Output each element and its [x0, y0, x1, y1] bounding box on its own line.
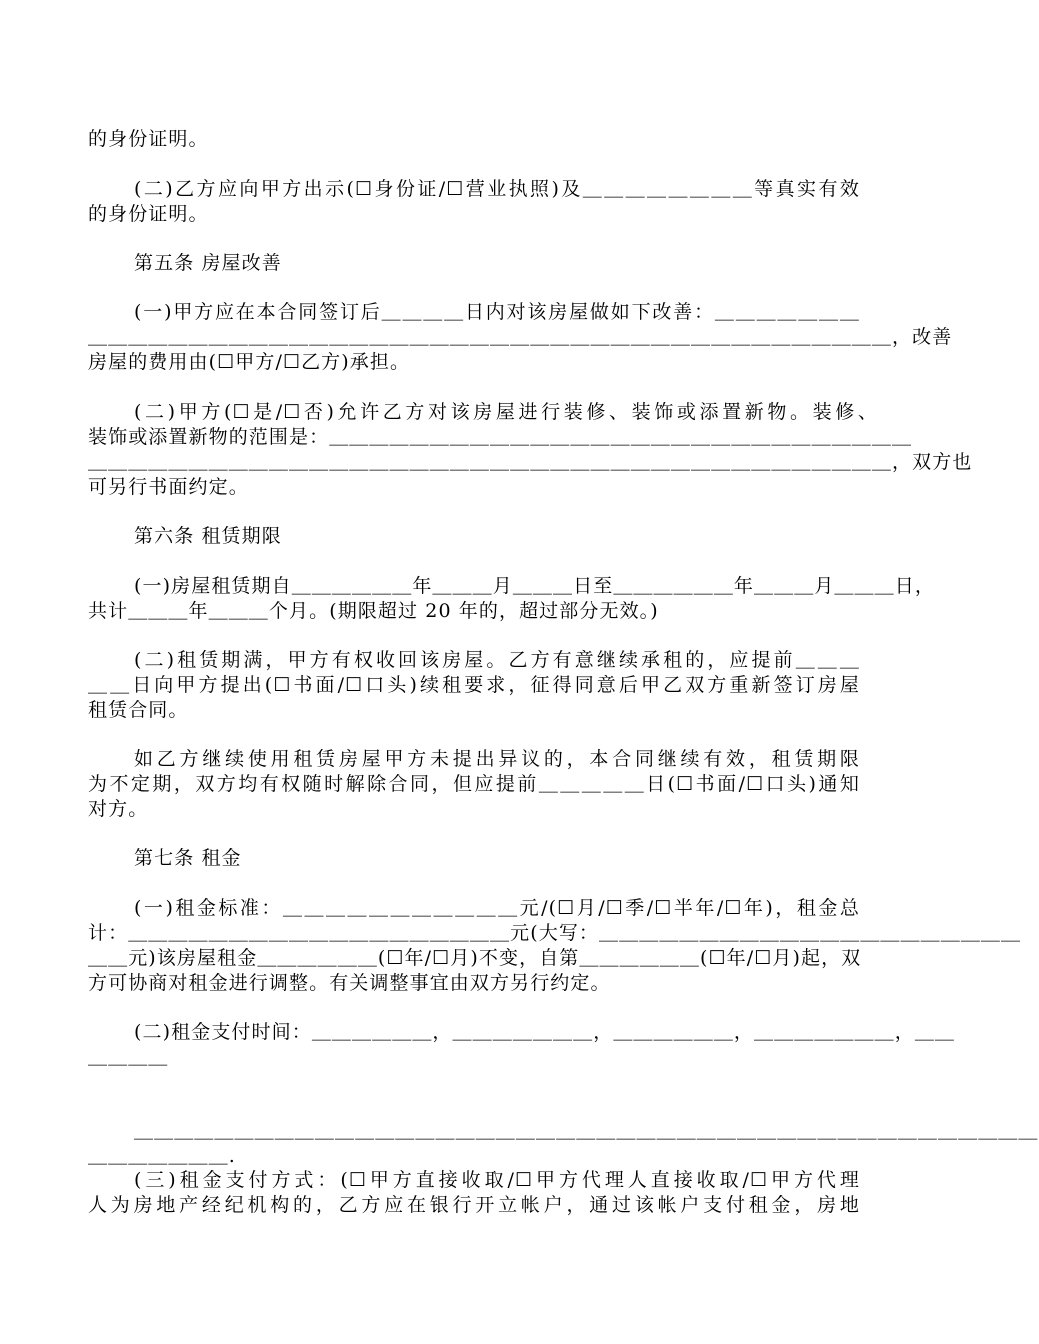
- text-line: 装饰或添置新物的范围是：＿＿＿＿＿＿＿＿＿＿＿＿＿＿＿＿＿＿＿＿＿＿＿＿＿＿＿＿＿: [88, 426, 913, 448]
- section-heading: 第六条 租赁期限: [134, 525, 282, 547]
- text-line: (一)租金标准：＿＿＿＿＿＿＿＿＿＿＿元/(☐月/☐季/☐半年/☐年)，租金总: [134, 897, 860, 919]
- text-line: ＿＿日向甲方提出(☐书面/☐口头)续租要求，征得同意后甲乙双方重新签订房屋: [88, 674, 860, 696]
- text-line: 计：＿＿＿＿＿＿＿＿＿＿＿＿＿＿＿＿＿＿＿元(大写：＿＿＿＿＿＿＿＿＿＿＿＿＿＿＿＿＿＿＿＿＿: [88, 922, 1022, 944]
- text-line: 租赁合同。: [88, 699, 189, 721]
- text-line: 为不定期，双方均有权随时解除合同，但应提前＿＿＿＿＿日(☐书面/☐口头)通知: [88, 773, 860, 795]
- text-line: (一)甲方应在本合同签订后＿＿＿＿日内对该房屋做如下改善：＿＿＿＿＿＿＿: [134, 301, 860, 323]
- section-heading: 第七条 租金: [134, 847, 242, 869]
- text-line: 人为房地产经纪机构的，乙方应在银行开立帐户，通过该帐户支付租金，房地: [88, 1194, 860, 1216]
- text-line: (二)乙方应向甲方出示(☐身份证/☐营业执照)及＿＿＿＿＿＿＿＿等真实有效: [134, 178, 860, 200]
- text-line: ＿＿＿＿＿＿＿＿＿＿＿＿＿＿＿＿＿＿＿＿＿＿＿＿＿＿＿＿＿＿＿＿＿＿＿＿＿＿＿＿，双方也: [88, 451, 973, 473]
- text-line: 可另行书面约定。: [88, 476, 249, 498]
- text-line: ＿＿＿＿＿＿＿＿＿＿＿＿＿＿＿＿＿＿＿＿＿＿＿＿＿＿＿＿＿＿＿＿＿＿＿＿＿＿＿＿＿＿＿＿＿: [134, 1120, 1039, 1142]
- text-line: ＿＿元)该房屋租金＿＿＿＿＿＿(☐年/☐月)不变，自第＿＿＿＿＿＿(☐年/☐月)起，双: [88, 947, 862, 969]
- text-line: ＿＿＿＿＿＿＿＿＿＿＿＿＿＿＿＿＿＿＿＿＿＿＿＿＿＿＿＿＿＿＿＿＿＿＿＿＿＿＿＿，改善: [88, 326, 953, 348]
- text-line: ＿＿＿＿＿＿＿.: [88, 1145, 236, 1167]
- text-line: (二)租赁期满，甲方有权收回该房屋。乙方有意继续承租的，应提前＿＿＿: [134, 649, 860, 671]
- text-line: (二)甲方(☐是/☐否)允许乙方对该房屋进行装修、装饰或添置新物。装修、: [134, 401, 878, 423]
- text-line: 方可协商对租金进行调整。有关调整事宜由双方另行约定。: [88, 972, 611, 994]
- text-line: (二)租金支付时间：＿＿＿＿＿＿，＿＿＿＿＿＿＿，＿＿＿＿＿＿，＿＿＿＿＿＿＿，＿＿: [134, 1021, 956, 1043]
- text-line: (一)房屋租赁期自＿＿＿＿＿＿年＿＿＿月＿＿＿日至＿＿＿＿＿＿年＿＿＿月＿＿＿日，: [134, 575, 935, 597]
- text-line: 的身份证明。: [88, 128, 209, 150]
- text-line: 共计＿＿＿年＿＿＿个月。(期限超过 20 年的，超过部分无效。): [88, 600, 659, 622]
- text-line: (三)租金支付方式：(☐甲方直接收取/☐甲方代理人直接收取/☐甲方代理: [134, 1169, 860, 1191]
- text-line: 的身份证明。: [88, 203, 209, 225]
- text-line: 如乙方继续使用租赁房屋甲方未提出异议的，本合同继续有效，租赁期限: [134, 748, 860, 770]
- text-line: 对方。: [88, 798, 149, 820]
- section-heading: 第五条 房屋改善: [134, 252, 282, 274]
- text-line: ＿＿＿＿: [88, 1046, 169, 1068]
- text-line: 房屋的费用由(☐甲方/☐乙方)承担。: [88, 351, 411, 373]
